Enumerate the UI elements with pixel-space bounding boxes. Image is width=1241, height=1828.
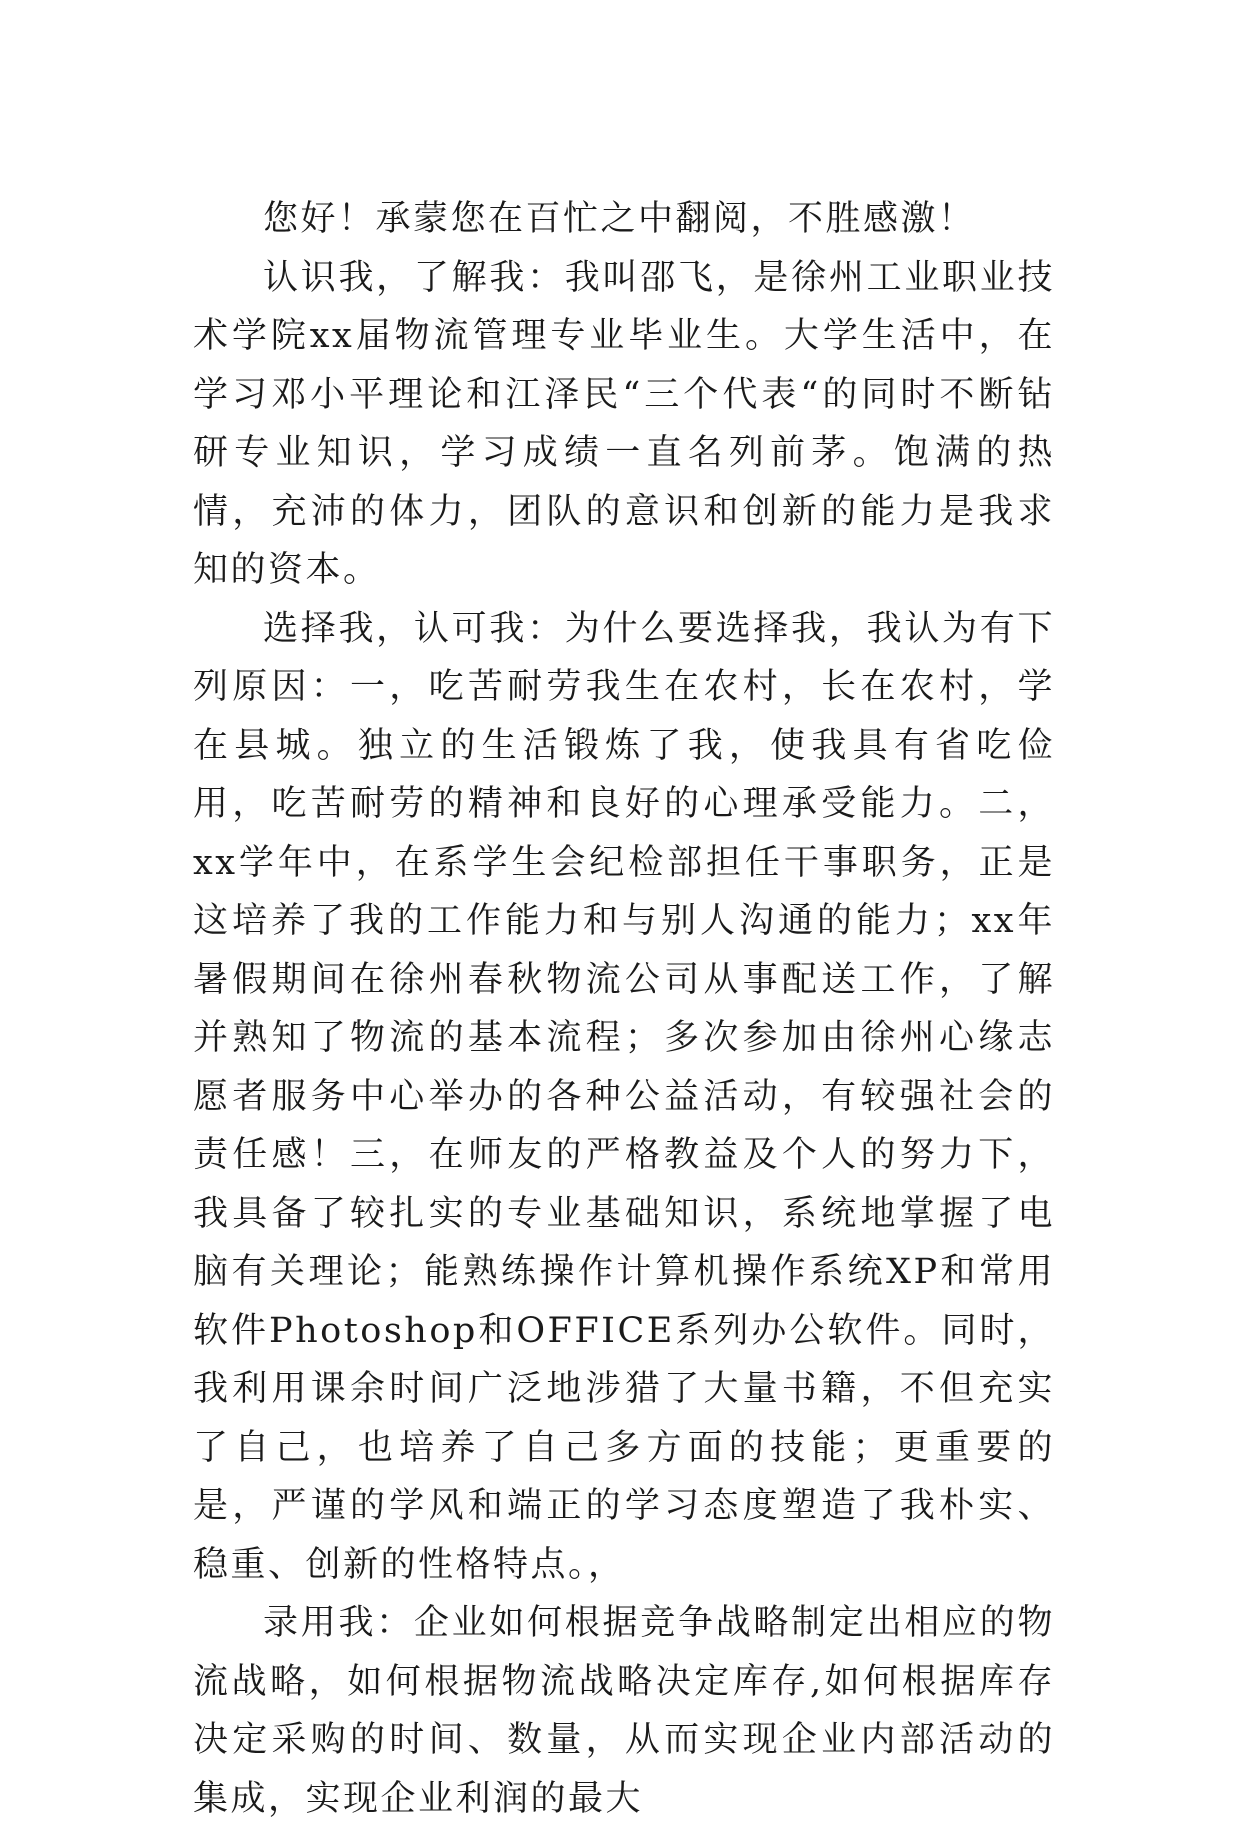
paragraph-reasons: 选择我，认可我：为什么要选择我，我认为有下列原因：一，吃苦耐劳我生在农村，长在农村，学在县城。独立的生活锻炼了我，使我具有省吃俭用，吃苦耐劳的精神和良好的心理承受能力。二，xx学年中，在系学生会纪检部担任干事职务，正是这培养了我的工作能力和与别人沟通的能力；xx年暑假期间在徐州春秋物流公司从事配送工作，了解并熟知了物流的基本流程；多次参加由徐州心缘志愿者服务中心举办的各种公益活动，有较强社会的责任感！三，在师友的严格教益及个人的努力下，我具备了较扎实的专业基础知识，系统地掌握了电脑有关理论；能熟练操作计算机操作系统XP和常用软件Photoshop和OFFICE系列办公软件。同时，我利用课余时间广泛地涉猎了大量书籍，不但充实了自己，也培养了自己多方面的技能；更重要的是，严谨的学风和端正的学习态度塑造了我朴实、稳重、创新的性格特点。， — [193, 608, 1055, 1585]
letter-body — [193, 190, 1055, 1828]
paragraph-introduction: 认识我，了解我：我叫邵飞，是徐州工业职业技术学院xx届物流管理专业毕业生。大学生活中，在学习邓小平理论和江泽民“三个代表“的同时不断钻研专业知识，学习成绩一直名列前茅。饱满的热情，充沛的体力，团队的意识和创新的能力是我求知的资本。 — [193, 257, 1055, 590]
paragraph-greeting: 您好！承蒙您在百忙之中翻阅，不胜感激！ — [263, 199, 976, 239]
paragraph-hire-me: 录用我：企业如何根据竞争战略制定出相应的物流战略，如何根据物流战略决定库存,如何根据库存决定采购的时间、数量，从而实现企业内部活动的集成，实现企业利润的最大 — [193, 1603, 1055, 1819]
